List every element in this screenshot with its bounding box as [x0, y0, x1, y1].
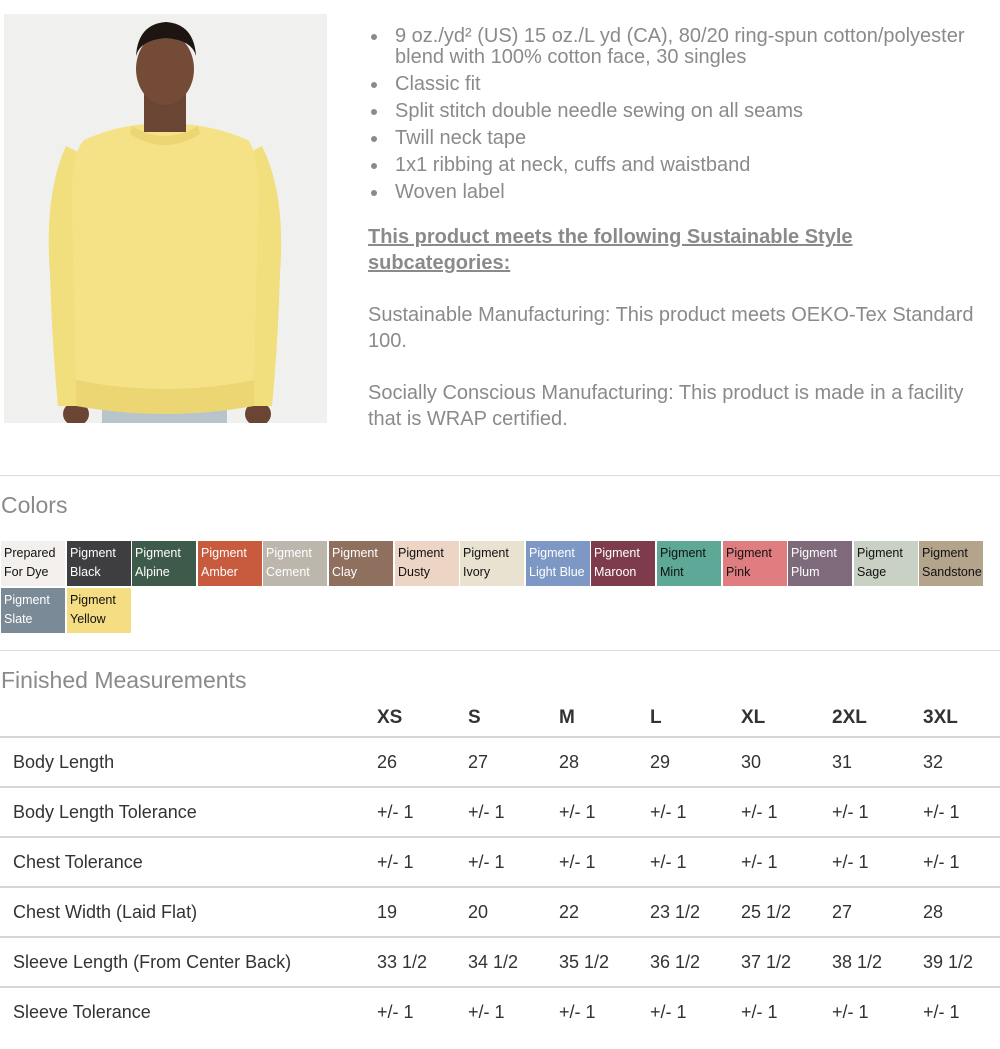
color-swatch-label: Pigment	[726, 546, 772, 560]
measurement-value: 27	[455, 737, 546, 787]
measurement-value: 28	[546, 737, 637, 787]
color-swatch-label: Amber	[201, 565, 238, 579]
measurement-value: +/- 1	[637, 837, 728, 887]
size-header-row	[0, 700, 1000, 737]
feature-item: Woven label	[368, 182, 988, 203]
divider	[0, 475, 1000, 476]
color-swatch[interactable]	[67, 541, 131, 586]
measurement-value: 30	[728, 737, 819, 787]
measurement-value: +/- 1	[546, 837, 637, 887]
color-swatch-label: Clay	[332, 565, 358, 579]
color-swatch-label: Ivory	[463, 565, 491, 579]
color-swatch-label: Pigment	[70, 593, 116, 607]
finished-measurements-heading: Finished Measurements	[1, 667, 247, 693]
measurement-label: Body Length	[0, 737, 364, 787]
colors-heading: Colors	[1, 492, 68, 518]
measurement-value: +/- 1	[455, 787, 546, 837]
product-photo	[4, 14, 327, 423]
measurement-value: +/- 1	[819, 787, 910, 837]
color-swatch-label: Pink	[726, 565, 751, 579]
measurement-value: 31	[819, 737, 910, 787]
measurements-table	[0, 700, 1000, 1036]
color-swatch-label: Prepared	[4, 546, 56, 560]
measurement-label: Chest Tolerance	[0, 837, 364, 887]
measurement-value: 36 1/2	[637, 937, 728, 987]
color-swatch-label: Pigment	[529, 546, 575, 560]
color-swatch-label: Pigment	[266, 546, 312, 560]
measurement-row	[0, 937, 1000, 987]
color-swatch[interactable]	[657, 541, 721, 586]
size-header: M	[559, 707, 575, 728]
measurement-value: +/- 1	[364, 787, 455, 837]
color-swatch-label: Sandstone	[922, 565, 982, 579]
color-swatch[interactable]	[526, 541, 590, 586]
socially-conscious-text: Socially Conscious Manufacturing: This product is made in a facility that is WRAP certified.	[368, 382, 964, 430]
measurement-value: +/- 1	[910, 837, 1000, 887]
feature-item: 1x1 ribbing at neck, cuffs and waistband	[368, 155, 988, 176]
color-swatch[interactable]	[788, 541, 852, 586]
measurement-value: +/- 1	[455, 987, 546, 1036]
color-swatch-label: Maroon	[594, 565, 637, 579]
color-swatch-label: Pigment	[857, 546, 903, 560]
size-header: S	[468, 707, 481, 728]
size-header-empty	[0, 700, 364, 737]
measurement-value: 23 1/2	[637, 887, 728, 937]
color-swatch[interactable]	[854, 541, 918, 586]
measurement-value: 32	[910, 737, 1000, 787]
measurement-value: +/- 1	[637, 987, 728, 1036]
measurement-value: 37 1/2	[728, 937, 819, 987]
color-swatch-label: Pigment	[594, 546, 640, 560]
measurement-value: 25 1/2	[728, 887, 819, 937]
measurement-value: 26	[364, 737, 455, 787]
measurement-row	[0, 887, 1000, 937]
color-swatch[interactable]	[1, 541, 65, 586]
feature-item: Split stitch double needle sewing on all seams	[368, 101, 988, 122]
color-swatch[interactable]	[67, 588, 131, 633]
color-swatch-label: Light Blue	[529, 565, 585, 579]
size-header: XS	[377, 707, 403, 728]
color-swatch-label: Dusty	[398, 565, 430, 579]
measurement-value: +/- 1	[728, 787, 819, 837]
color-swatch[interactable]	[591, 541, 655, 586]
color-swatch-label: Pigment	[201, 546, 247, 560]
color-swatch-label: Yellow	[70, 612, 106, 626]
color-swatch-label: Pigment	[332, 546, 378, 560]
color-swatch-label: Sage	[857, 565, 887, 579]
color-swatch-label: Pigment	[791, 546, 837, 560]
measurement-value: 39 1/2	[910, 937, 1000, 987]
size-header: XL	[741, 707, 766, 728]
color-swatch-label: Mint	[660, 565, 684, 579]
size-header: 3XL	[923, 707, 958, 728]
divider	[0, 650, 1000, 651]
color-swatch-label: Pigment	[660, 546, 706, 560]
measurement-value: 27	[819, 887, 910, 937]
color-swatch[interactable]	[329, 541, 393, 586]
color-swatch-label: Pigment	[398, 546, 444, 560]
color-swatch-label: Alpine	[135, 565, 170, 579]
sustainable-manufacturing-text: Sustainable Manufacturing: This product meets OEKO-Tex Standard 100.	[368, 304, 974, 352]
color-swatch[interactable]	[395, 541, 459, 586]
color-swatch-label: Pigment	[70, 546, 116, 560]
measurement-value: +/- 1	[637, 787, 728, 837]
measurement-value: +/- 1	[819, 987, 910, 1036]
measurement-value: +/- 1	[455, 837, 546, 887]
measurement-value: 38 1/2	[819, 937, 910, 987]
measurement-value: 19	[364, 887, 455, 937]
color-swatch-label: Plum	[791, 565, 820, 579]
color-swatch-label: Cement	[266, 565, 310, 579]
measurement-row	[0, 837, 1000, 887]
size-header: 2XL	[832, 707, 867, 728]
measurement-row	[0, 737, 1000, 787]
color-swatch[interactable]	[723, 541, 787, 586]
color-swatch[interactable]	[263, 541, 327, 586]
product-features	[368, 26, 988, 432]
measurement-row	[0, 987, 1000, 1036]
measurement-value: +/- 1	[546, 987, 637, 1036]
measurement-value: +/- 1	[364, 987, 455, 1036]
measurement-value: +/- 1	[910, 987, 1000, 1036]
measurement-value: +/- 1	[819, 837, 910, 887]
measurement-value: +/- 1	[546, 787, 637, 837]
measurement-value: +/- 1	[364, 837, 455, 887]
feature-list	[368, 26, 988, 203]
color-swatch[interactable]	[919, 541, 983, 586]
color-swatch[interactable]	[1, 588, 65, 633]
measurement-label: Sleeve Length (From Center Back)	[0, 937, 364, 987]
measurement-value: 28	[910, 887, 1000, 937]
feature-item: Twill neck tape	[368, 128, 988, 149]
measurement-label: Sleeve Tolerance	[0, 987, 364, 1036]
measurement-value: 20	[455, 887, 546, 937]
color-swatch-label: Slate	[4, 612, 33, 626]
color-swatch[interactable]	[460, 541, 524, 586]
measurement-value: +/- 1	[910, 787, 1000, 837]
measurement-row	[0, 787, 1000, 837]
color-swatch-label: For Dye	[4, 565, 49, 579]
measurement-value: 33 1/2	[364, 937, 455, 987]
feature-item: 9 oz./yd² (US) 15 oz./L yd (CA), 80/20 ring-spun cotton/polyester blend with 100% cotton face, 30 singles	[368, 26, 988, 68]
size-header: L	[650, 707, 662, 728]
color-swatch-label: Pigment	[922, 546, 968, 560]
measurement-value: 35 1/2	[546, 937, 637, 987]
measurement-value: +/- 1	[728, 837, 819, 887]
measurement-value: 22	[546, 887, 637, 937]
color-swatch[interactable]	[198, 541, 262, 586]
measurement-value: 34 1/2	[455, 937, 546, 987]
model-wearing-sweatshirt-image	[4, 14, 327, 423]
color-swatch-label: Black	[70, 565, 101, 579]
measurement-value: +/- 1	[728, 987, 819, 1036]
measurement-value: 29	[637, 737, 728, 787]
color-swatch-label: Pigment	[135, 546, 181, 560]
color-swatch-label: Pigment	[4, 593, 50, 607]
sustainable-style-heading: This product meets the following Sustainable Style subcategories:	[368, 226, 853, 274]
color-swatch-label: Pigment	[463, 546, 509, 560]
measurement-label: Chest Width (Laid Flat)	[0, 887, 364, 937]
feature-item: Classic fit	[368, 74, 988, 95]
measurement-label: Body Length Tolerance	[0, 787, 364, 837]
color-swatch[interactable]	[132, 541, 196, 586]
